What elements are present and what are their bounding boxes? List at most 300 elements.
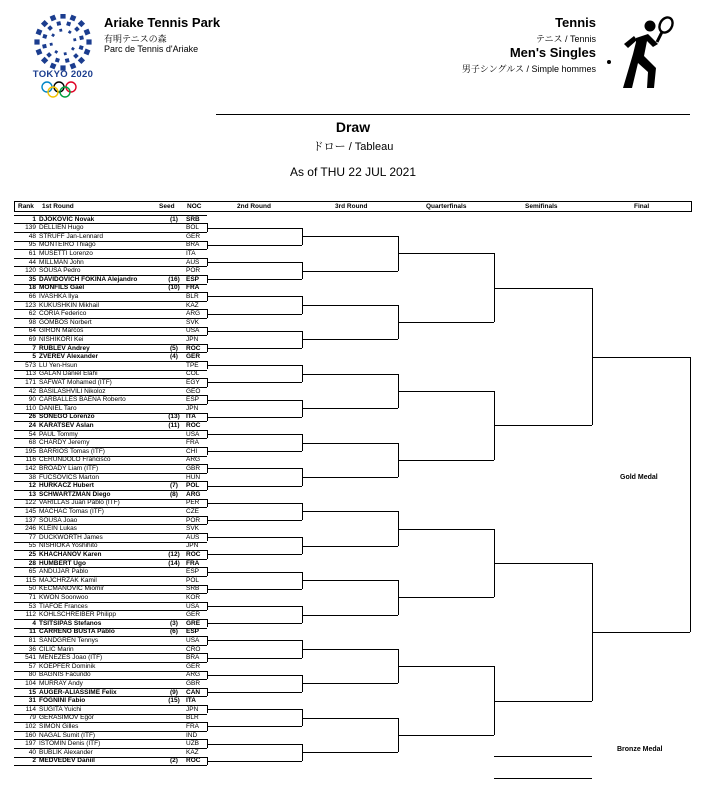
player-seed: (2) xyxy=(170,757,178,765)
player-rank: 114 xyxy=(25,705,36,713)
discipline-subtitle: 男子シングルス / Simple hommes xyxy=(461,64,596,74)
player-name: DELLIEN Hugo xyxy=(39,224,84,232)
player-rank: 11 xyxy=(29,628,36,636)
player-rank: 64 xyxy=(28,327,36,335)
player-name: ZVEREV Alexander xyxy=(39,353,99,361)
player-name: SANDGREN Tennys xyxy=(39,636,99,644)
venue-name-fr: Parc de Tennis d'Ariake xyxy=(104,44,199,54)
player-name: KOHLSCHREIBER Philipp xyxy=(39,611,116,619)
bracket-line xyxy=(207,520,302,521)
games-text: TOKYO 2020 xyxy=(32,69,94,80)
player-noc: JPN xyxy=(186,705,199,713)
header-qf: Quarterfinals xyxy=(426,203,467,210)
bracket-line xyxy=(14,266,207,267)
player-name: ISTOMIN Denis (ITF) xyxy=(39,740,101,748)
bracket-line xyxy=(398,253,494,254)
bracket-line xyxy=(302,374,398,375)
bracket-line xyxy=(302,271,398,272)
bracket-line xyxy=(14,335,207,336)
player-rank: 79 xyxy=(28,714,36,722)
player-noc: ARG xyxy=(186,490,201,498)
bracket-line xyxy=(14,593,207,594)
bracket-line xyxy=(690,357,691,632)
bracket-line xyxy=(592,632,690,633)
player-name: HUMBERT Ugo xyxy=(39,559,86,567)
bracket-line xyxy=(14,688,207,689)
player-rank: 1 xyxy=(32,215,36,223)
player-noc: GEO xyxy=(186,387,201,395)
player-noc: FRA xyxy=(186,722,199,730)
player-noc: SRB xyxy=(186,215,200,223)
player-noc: ESP xyxy=(186,628,200,636)
bracket-line xyxy=(302,236,398,237)
player-name: MILLMAN John xyxy=(39,258,84,266)
player-name: CERUNDOLO Francisco xyxy=(39,456,111,464)
player-noc: KOR xyxy=(186,593,201,601)
player-rank: 573 xyxy=(25,361,36,369)
player-rank: 139 xyxy=(25,224,36,232)
bracket-line xyxy=(14,464,207,465)
player-noc: KAZ xyxy=(186,301,199,309)
player-name: MACHAC Tomas (ITF) xyxy=(39,507,104,515)
player-noc: CRO xyxy=(186,645,201,653)
bracket-line xyxy=(14,456,207,457)
player-noc: GER xyxy=(186,232,201,240)
bracket-line xyxy=(14,679,207,680)
player-rank: 40 xyxy=(28,748,36,756)
player-name: GOMBOS Norbert xyxy=(39,318,92,326)
player-rank: 18 xyxy=(28,284,36,292)
player-noc: ROC xyxy=(186,757,201,765)
player-rank: 122 xyxy=(25,499,36,507)
header-round3: 3rd Round xyxy=(335,203,368,210)
bracket-line xyxy=(207,279,302,280)
bracket-line xyxy=(14,533,207,534)
player-name: LU Yen-Hsun xyxy=(39,361,78,369)
bracket-line xyxy=(398,391,494,392)
player-noc: ITA xyxy=(186,249,196,257)
player-name: SIMON Gilles xyxy=(39,722,79,730)
player-name: GIRON Marcos xyxy=(39,327,84,335)
bracket-line xyxy=(14,705,207,706)
player-seed: (8) xyxy=(170,490,178,498)
bracket-line xyxy=(14,223,207,224)
player-noc: BRA xyxy=(186,241,200,249)
player-name: BASILASHVILI Nikoloz xyxy=(39,387,106,395)
player-rank: 90 xyxy=(28,396,36,404)
player-rank: 54 xyxy=(28,430,36,438)
bracket-line xyxy=(207,451,302,452)
player-noc: USA xyxy=(186,602,200,610)
bracket-line xyxy=(494,425,592,426)
player-noc: PER xyxy=(186,499,200,507)
player-rank: 110 xyxy=(25,404,36,412)
bracket-line xyxy=(14,576,207,577)
player-noc: UZB xyxy=(186,740,199,748)
player-rank: 66 xyxy=(28,292,36,300)
player-noc: GER xyxy=(186,662,201,670)
player-name: AUGER-ALIASSIME Felix xyxy=(39,688,117,696)
bracket-line xyxy=(14,387,207,388)
player-seed: (12) xyxy=(168,550,180,558)
bracket-line xyxy=(302,546,398,547)
player-noc: AUS xyxy=(186,258,200,266)
player-rank: 137 xyxy=(25,516,36,524)
player-rank: 80 xyxy=(28,671,36,679)
player-seed: (9) xyxy=(170,688,178,696)
player-noc: POR xyxy=(186,267,201,275)
bracket-line xyxy=(14,258,207,259)
bracket-line xyxy=(14,748,207,749)
player-rank: 2 xyxy=(32,757,36,765)
player-seed: (6) xyxy=(170,628,178,636)
player-noc: ARG xyxy=(186,671,201,679)
header-divider xyxy=(216,114,690,115)
player-rank: 5 xyxy=(32,353,36,361)
bracket-line xyxy=(14,438,207,439)
sport-subtitle: テニス / Tennis xyxy=(535,34,596,44)
player-noc: GRE xyxy=(186,619,201,627)
player-name: BARRIOS Tomas (ITF) xyxy=(39,447,105,455)
bracket-line xyxy=(14,524,207,525)
player-noc: SRB xyxy=(186,585,200,593)
player-name: CHARDY Jeremy xyxy=(39,439,90,447)
bracket-line xyxy=(14,292,207,293)
bracket-line xyxy=(302,477,398,478)
draw-subtitle: ドロー / Tableau xyxy=(312,141,394,153)
player-rank: 71 xyxy=(28,593,36,601)
player-name: TIAFOE Frances xyxy=(39,602,88,610)
bracket-line xyxy=(207,331,302,332)
player-rank: 38 xyxy=(28,473,36,481)
bracket-line xyxy=(302,408,398,409)
player-noc: CAN xyxy=(186,688,201,696)
header-round1: 1st Round xyxy=(42,203,74,210)
bracket-line xyxy=(302,718,398,719)
player-noc: FRA xyxy=(186,559,200,567)
player-name: KHACHANOV Karen xyxy=(39,550,102,558)
player-rank: 123 xyxy=(25,301,36,309)
bracket-line xyxy=(14,765,207,766)
player-noc: POR xyxy=(186,516,201,524)
header-rank: Rank xyxy=(18,203,34,210)
bracket-line xyxy=(302,443,398,444)
player-name: KARATSEV Aslan xyxy=(39,421,94,429)
bracket-line xyxy=(14,714,207,715)
player-seed: (14) xyxy=(168,559,180,567)
player-name: MENEZES Joao (ITF) xyxy=(39,654,103,662)
venue-name: Ariake Tennis Park xyxy=(104,15,221,30)
player-rank: 98 xyxy=(28,318,36,326)
player-noc: JPN xyxy=(186,542,199,550)
player-rank: 104 xyxy=(25,679,36,687)
player-name: KWON Soonwoo xyxy=(39,593,89,601)
player-name: SOUSA Pedro xyxy=(39,267,81,275)
player-rank: 25 xyxy=(28,550,36,558)
player-seed: (16) xyxy=(168,275,180,283)
bracket-line xyxy=(14,421,207,422)
player-name: FUCSOVICS Marton xyxy=(39,473,99,481)
player-rank: 4 xyxy=(32,619,36,627)
bracket-line xyxy=(14,361,207,362)
bracket-line xyxy=(14,232,207,233)
bracket-line xyxy=(14,653,207,654)
bracket-line xyxy=(207,554,302,555)
bracket-line xyxy=(14,499,207,500)
player-name: RUBLEV Andrey xyxy=(39,344,90,352)
player-rank: 171 xyxy=(25,378,36,386)
player-name: SOUSA Joao xyxy=(39,516,78,524)
player-noc: ITA xyxy=(186,697,196,705)
player-seed: (5) xyxy=(170,344,178,352)
bracket-line xyxy=(207,658,302,659)
player-name: ANDUJAR Pablo xyxy=(39,568,89,576)
player-rank: 55 xyxy=(28,542,36,550)
player-rank: 197 xyxy=(25,740,36,748)
bronze-medal-label: Bronze Medal xyxy=(617,746,663,753)
bracket-line xyxy=(14,757,207,758)
player-noc: ESP xyxy=(186,568,200,576)
player-rank: 116 xyxy=(25,456,36,464)
bracket-line xyxy=(207,486,302,487)
player-noc: ROC xyxy=(186,421,201,429)
header-sf: Semifinals xyxy=(525,203,558,210)
bracket-line xyxy=(14,542,207,543)
player-rank: 12 xyxy=(28,482,36,490)
bracket-line xyxy=(207,296,302,297)
player-rank: 15 xyxy=(28,688,36,696)
bracket-line xyxy=(494,701,592,702)
player-name: CARBALLES BAENA Roberto xyxy=(39,396,126,404)
bracket-line xyxy=(14,275,207,276)
bracket-line xyxy=(494,288,592,289)
player-rank: 120 xyxy=(25,267,36,275)
bracket-line xyxy=(14,567,207,568)
bracket-line xyxy=(14,370,207,371)
bracket-line xyxy=(207,709,302,710)
discipline-name: Men's Singles xyxy=(509,45,596,60)
bracket-line xyxy=(207,744,302,745)
player-seed: (1) xyxy=(170,215,178,223)
player-noc: BRA xyxy=(186,654,200,662)
bracket-line xyxy=(14,585,207,586)
bracket-line xyxy=(207,382,302,383)
bracket-line xyxy=(14,352,207,353)
player-seed: (3) xyxy=(170,619,178,627)
player-noc: TPE xyxy=(186,361,199,369)
bracket-line xyxy=(14,559,207,560)
player-rank: 62 xyxy=(28,310,36,318)
player-noc: BOL xyxy=(186,224,200,232)
bracket-line xyxy=(14,619,207,620)
player-rank: 68 xyxy=(28,439,36,447)
bracket-line xyxy=(592,357,690,358)
player-name: NISHIOKA Yoshihito xyxy=(39,542,98,550)
player-noc: ESP xyxy=(186,396,200,404)
bracket-line xyxy=(14,344,207,345)
bracket-line xyxy=(14,249,207,250)
player-rank: 53 xyxy=(28,602,36,610)
bracket-line xyxy=(302,649,398,650)
bracket-line xyxy=(207,228,302,229)
bracket-line xyxy=(207,365,302,366)
player-rank: 112 xyxy=(25,611,36,619)
player-name: MONFILS Gael xyxy=(39,284,85,292)
bracket-line xyxy=(14,430,207,431)
bracket-line xyxy=(14,301,207,302)
player-rank: 541 xyxy=(25,654,36,662)
bracket-line xyxy=(207,675,302,676)
player-noc: KAZ xyxy=(186,748,199,756)
bracket-line xyxy=(14,722,207,723)
player-name: PAUL Tommy xyxy=(39,430,78,438)
player-noc: POL xyxy=(186,576,200,584)
bracket-line xyxy=(207,606,302,607)
bracket-line xyxy=(14,696,207,697)
bracket-line xyxy=(207,537,302,538)
bracket-line xyxy=(14,447,207,448)
bracket-line xyxy=(302,511,398,512)
player-noc: IND xyxy=(186,731,198,739)
bracket-line xyxy=(207,589,302,590)
player-name: GERASIMOV Egor xyxy=(39,714,94,722)
player-noc: ITA xyxy=(186,413,196,421)
player-rank: 57 xyxy=(28,662,36,670)
bracket-line xyxy=(207,348,302,349)
bracket-line xyxy=(14,481,207,482)
bracket-line xyxy=(398,666,494,667)
player-rank: 48 xyxy=(28,232,36,240)
bracket-line xyxy=(207,726,302,727)
player-name: TSITSIPAS Stefanos xyxy=(39,619,102,627)
bracket-line xyxy=(14,739,207,740)
sport-name: Tennis xyxy=(555,15,596,30)
player-rank: 50 xyxy=(28,585,36,593)
player-name: HURKACZ Hubert xyxy=(39,482,94,490)
player-noc: USA xyxy=(186,636,200,644)
player-rank: 28 xyxy=(28,559,36,567)
bracket-line xyxy=(302,683,398,684)
player-rank: 95 xyxy=(28,241,36,249)
bracket-line xyxy=(14,671,207,672)
bracket-line xyxy=(207,761,302,762)
player-seed: (7) xyxy=(170,482,178,490)
bracket-line xyxy=(14,731,207,732)
player-rank: 145 xyxy=(25,507,36,515)
bracket-line xyxy=(302,752,398,753)
player-rank: 65 xyxy=(28,568,36,576)
player-noc: SVK xyxy=(186,318,200,326)
tokyo-2020-emblem-icon xyxy=(28,14,98,76)
player-name: DAVIDOVICH FOKINA Alejandro xyxy=(39,275,138,283)
bullet-dot xyxy=(607,60,611,64)
player-noc: AUS xyxy=(186,533,200,541)
bracket-line xyxy=(398,529,494,530)
player-rank: 7 xyxy=(32,344,36,352)
player-name: DANIEL Taro xyxy=(39,404,77,412)
player-rank: 31 xyxy=(28,697,36,705)
player-name: VARILLAS Juan Pablo (ITF) xyxy=(39,499,120,507)
player-noc: GBR xyxy=(186,464,201,472)
player-noc: BLR xyxy=(186,292,199,300)
player-rank: 195 xyxy=(25,447,36,455)
player-noc: JPN xyxy=(186,335,199,343)
player-name: MURRAY Andy xyxy=(39,679,83,687)
draw-title: Draw xyxy=(335,119,371,135)
bracket-line xyxy=(14,327,207,328)
player-noc: USA xyxy=(186,327,200,335)
player-name: MUSETTI Lorenzo xyxy=(39,249,93,257)
player-rank: 142 xyxy=(25,464,36,472)
gold-medal-label: Gold Medal xyxy=(620,474,658,481)
player-rank: 102 xyxy=(25,722,36,730)
player-name: BROADY Liam (ITF) xyxy=(39,464,99,472)
player-name: DJOKOVIC Novak xyxy=(39,215,95,223)
player-rank: 69 xyxy=(28,335,36,343)
bracket-line xyxy=(207,245,302,246)
bracket-line xyxy=(14,473,207,474)
bracket-line xyxy=(207,572,302,573)
header-noc: NOC xyxy=(187,203,202,210)
player-name: SAFWAT Mohamed (ITF) xyxy=(39,378,112,386)
player-noc: BLR xyxy=(186,714,199,722)
player-noc: USA xyxy=(186,430,200,438)
bracket-line xyxy=(302,615,398,616)
bracket-line xyxy=(398,597,494,598)
bracket-line xyxy=(302,339,398,340)
player-seed: (4) xyxy=(170,353,178,361)
player-name: IVASHKA Ilya xyxy=(39,292,79,300)
player-name: KOEPFER Dominik xyxy=(39,662,96,670)
player-name: NAGAL Sumit (ITF) xyxy=(39,731,96,739)
player-noc: EGY xyxy=(186,378,200,386)
player-name: CARRENO BUSTA Pablo xyxy=(39,628,115,636)
venue-name-jp: 有明テニスの森 xyxy=(104,34,167,44)
player-name: SONEGO Lorenzo xyxy=(39,413,95,421)
player-name: MAJCHRZAK Kamil xyxy=(39,576,97,584)
bracket-line xyxy=(14,309,207,310)
bracket-line xyxy=(14,215,207,216)
player-rank: 246 xyxy=(25,525,36,533)
bracket-line xyxy=(14,602,207,603)
player-rank: 81 xyxy=(28,636,36,644)
bracket-line xyxy=(14,645,207,646)
player-rank: 42 xyxy=(28,387,36,395)
player-noc: COL xyxy=(186,370,200,378)
bracket-line xyxy=(14,404,207,405)
bracket-line xyxy=(398,460,494,461)
bracket-line xyxy=(207,623,302,624)
player-name: CORIA Federico xyxy=(39,310,87,318)
player-name: BAGNIS Facundo xyxy=(39,671,91,679)
player-noc: GBR xyxy=(186,679,201,687)
player-noc: JPN xyxy=(186,404,199,412)
bracket-line xyxy=(494,756,592,757)
player-name: STRUFF Jan-Lennard xyxy=(39,232,103,240)
bracket-line xyxy=(14,378,207,379)
player-name: KLEIN Lukas xyxy=(39,525,77,533)
player-name: CILIC Marin xyxy=(39,645,74,653)
header-seed: Seed xyxy=(159,203,175,210)
player-rank: 61 xyxy=(28,249,36,257)
player-noc: ESP xyxy=(186,275,200,283)
player-name: MEDVEDEV Daniil xyxy=(39,757,95,765)
player-rank: 44 xyxy=(28,258,36,266)
bracket-line xyxy=(398,322,494,323)
bracket-line xyxy=(14,318,207,319)
player-seed: (10) xyxy=(168,284,180,292)
bracket-line xyxy=(14,550,207,551)
